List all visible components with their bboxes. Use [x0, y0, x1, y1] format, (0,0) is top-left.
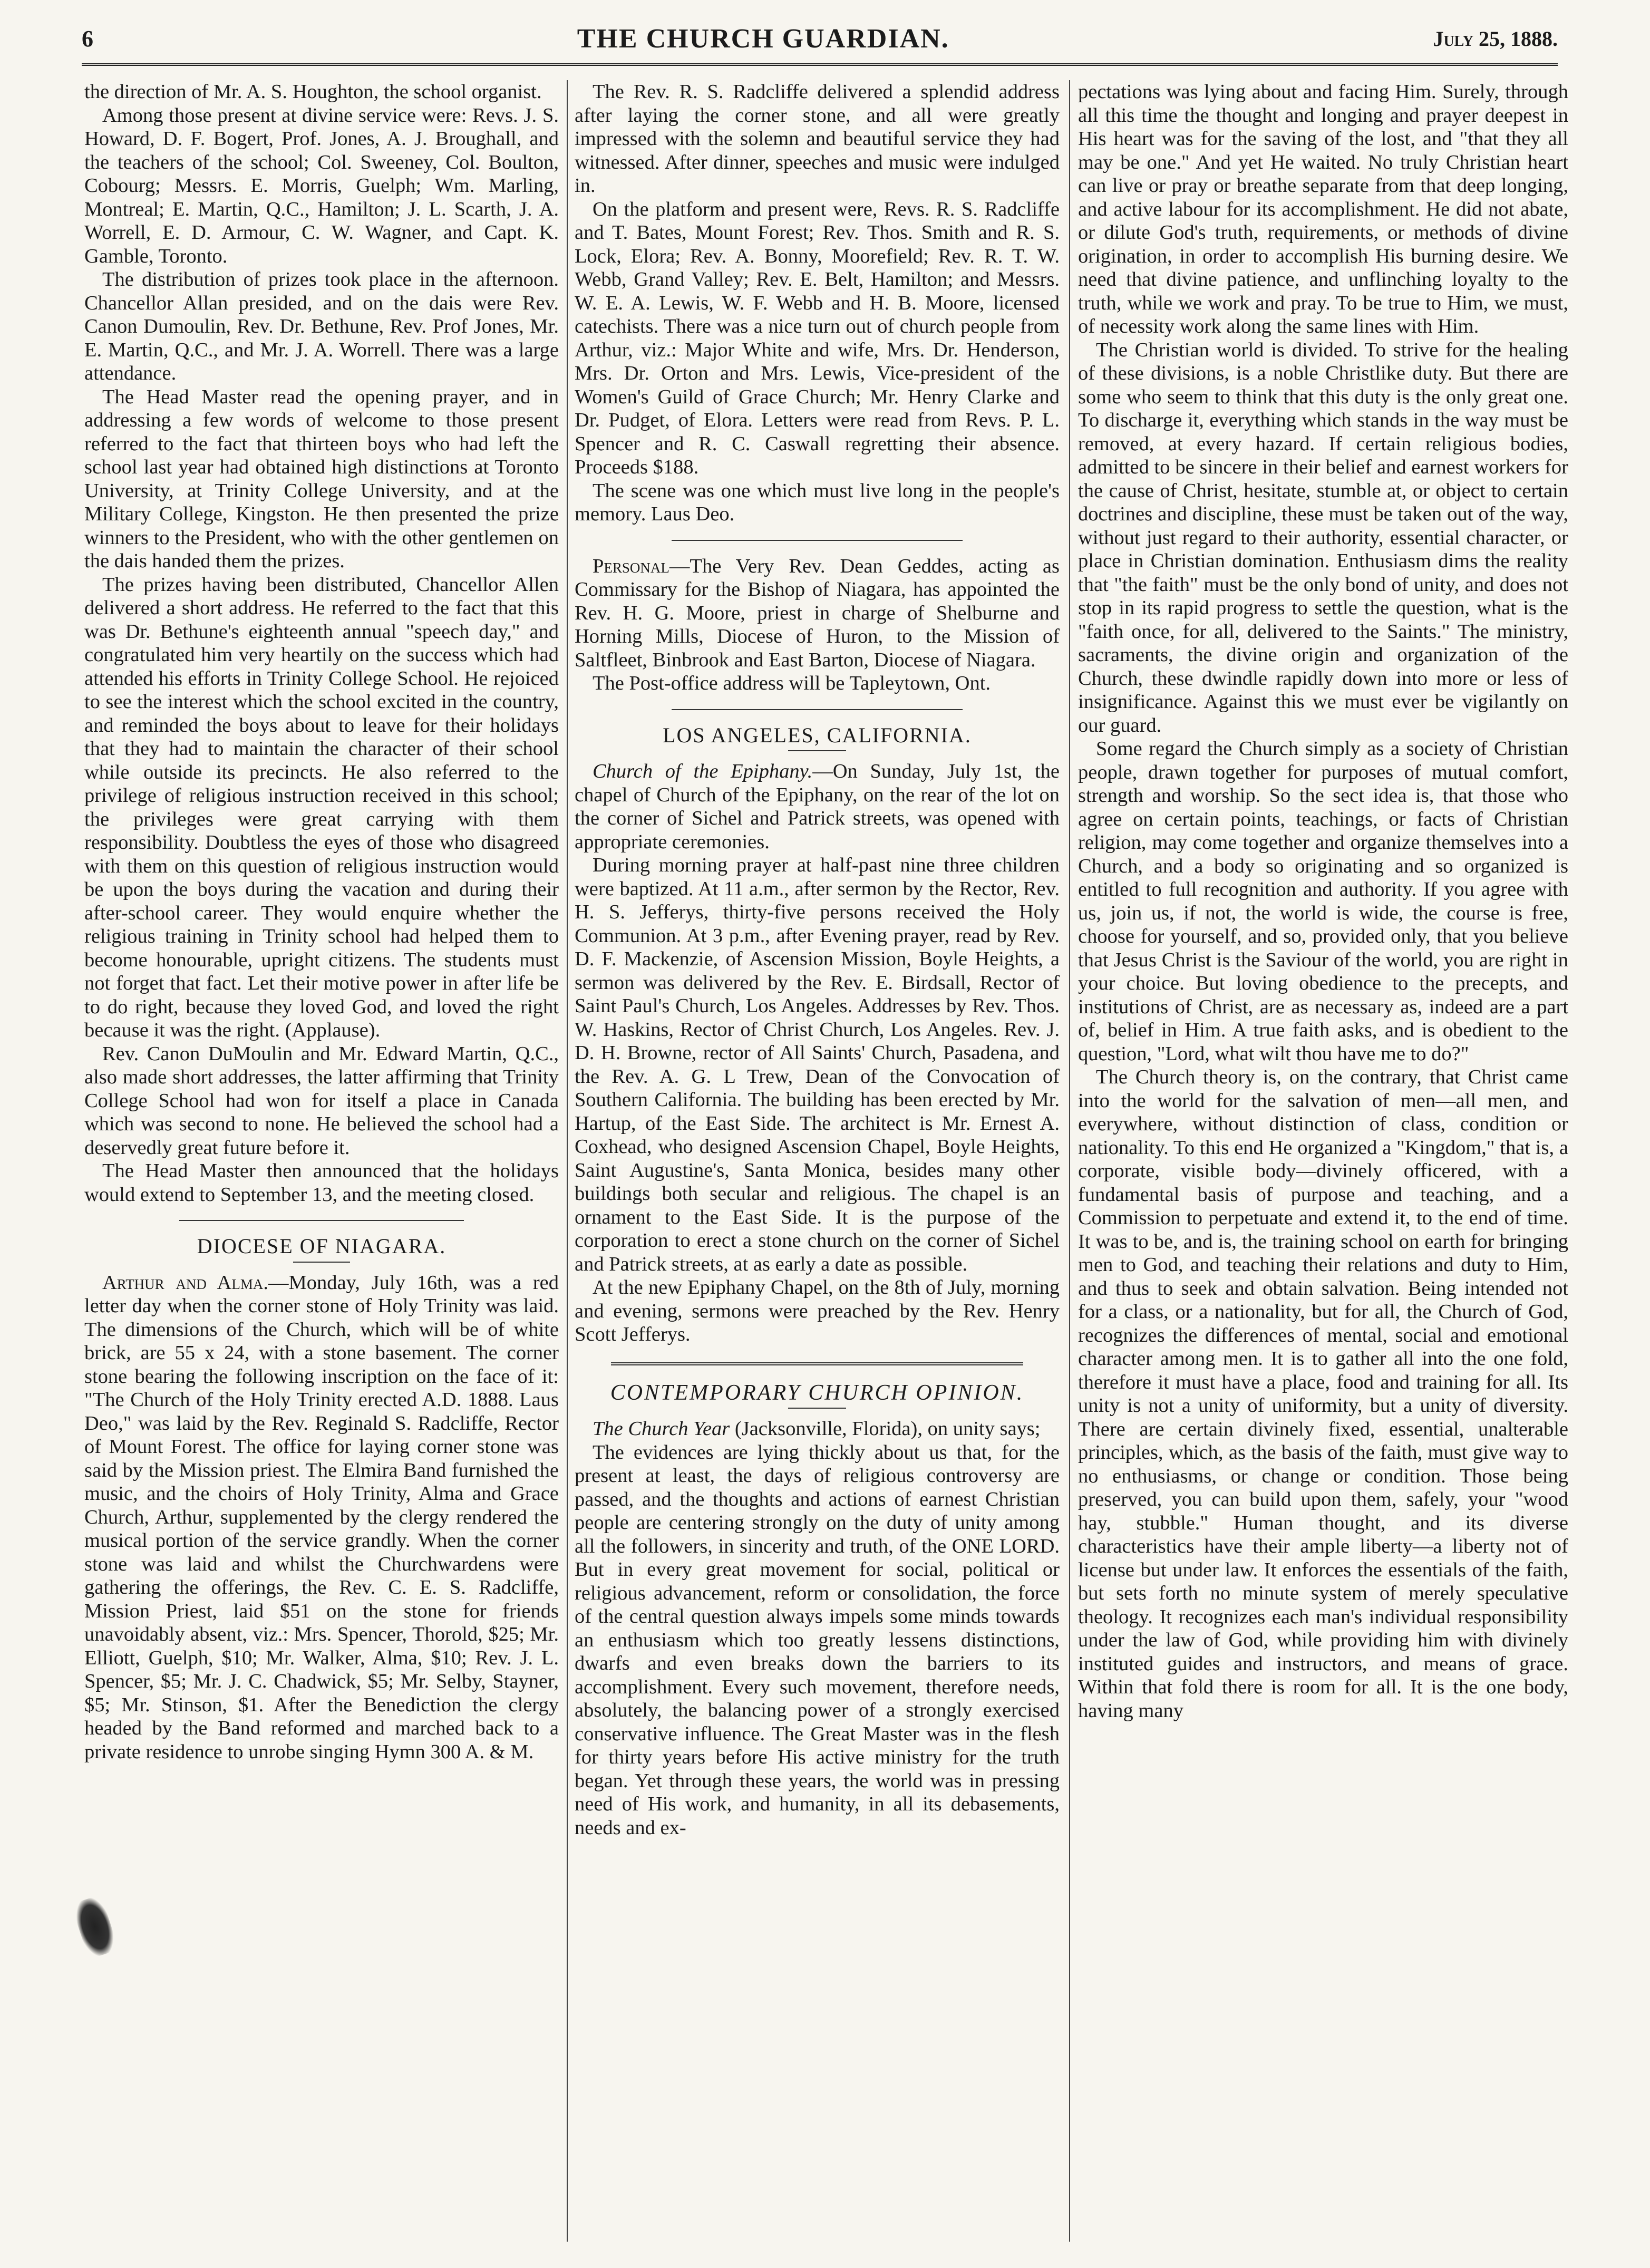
- newspaper-masthead: THE CHURCH GUARDIAN.: [577, 23, 949, 54]
- paragraph: The Post-office address will be Tapleytown, Ont.: [593, 672, 991, 694]
- paragraph-body: —On Sunday, July 1st, the chapel of Church of the Epiphany, on the rear of the lot on the corner of Sichel and Patrick streets, was opened with appropriate ceremonies.: [575, 760, 1060, 853]
- paragraph: The evidences are lying thickly about us that, for the present at least, the days of religious controversy are passed, and the thoughts and actions of earnest Christian people are centering strongly on the duty of unity among all the followers, in sincerity and truth, of the ONE LORD. But in every great movement for social, political or religious advancement, reform or consolidation, the force of the central question always impels some minds towards an enthusiasm which too greatly lessens distinctions, dwarfs and even breaks down the barriers to its accomplishment. Every such movement, therefore needs, absolutely, the balancing power of a strongly exercised conservative influence. The Great Master was in the flesh for thirty years before His active ministry for the truth began. Yet through these years, the world was in pressing need of His work, and humanity, in all its debasements, needs and ex-: [575, 1441, 1060, 1839]
- paragraph: pectations was lying about and facing Him. Surely, through all this time the thought and longing and prayer deepest in His heart was for the saving of the lost, and "that they all may be one." And yet He waited. No truly Christian heart can live or pray or breathe separate from that deep longing, and active labour for its accomplishment. He did not abate, or dilute God's truth, requirements, or methods of divine origination, in order to accomplish His burning desire. We need that divine patience, and unflinching loyalty to the truth, while we work and pray. To be true to Him, we must, of necessity work along the same lines with Him.: [1078, 81, 1568, 337]
- paragraph: [575, 1417, 1060, 1441]
- paragraph-body: (Jacksonville, Florida), on unity says;: [730, 1418, 1041, 1440]
- paragraph: The Christian world is divided. To strive for the healing of these divisions, is a noble Christlike duty. But there are some who seem to think that this duty is the only great one. To discharge it, everything which stands in the way must be removed, at every hazard. If certain religious bodies, admitted to be sincere in their belief and earnest workers for the cause of Christ, hesitate, stumble at, or object to certain doctrines and discipline, these must be taken out of the way, without just regard to their authority, essential character, or place in Christian domination. Enthusiasm dims the reality that "the faith" must be the only bond of unity, and does not stop in its rapid progress to settle the question, what is the "faith once, for all, delivered to the Saints." The ministry, sacraments, the divine origin and organization of the Church, these dwindle rapidly down into more or less of insignificance. Against this we must ever be vigilantly on our guard.: [1078, 338, 1568, 736]
- page-header: [82, 15, 1558, 62]
- section-separator: [672, 540, 963, 541]
- section-heading-los-angeles: LOS ANGELES, CALIFORNIA.: [663, 723, 972, 747]
- column-divider: [1069, 80, 1070, 2242]
- paragraph-lead: Arthur and Alma.: [102, 1271, 268, 1294]
- section-separator: [672, 709, 963, 710]
- paragraph-body: —The Very Rev. Dean Geddes, acting as Commissary for the Bishop of Niagara, has appointed the Rev. H. G. Moore, priest in charge of Shelburne and Horning Mills, Diocese of Huron, to the Mission of Saltfleet, Binbrook and East Barton, Diocese of Niagara.: [575, 555, 1060, 671]
- section-heading-niagara: DIOCESE OF NIAGARA.: [197, 1234, 447, 1258]
- column-divider: [567, 80, 568, 2242]
- paragraph-lead: Personal: [593, 555, 669, 577]
- paragraph: The prizes having been distributed, Chancellor Allen delivered a short address. He referred to the fact that this was Dr. Bethune's eighteenth annual "speech day," and congratulated him very heartily on the success which had attended his efforts in Trinity College School. He rejoiced to see the interest which the school excited in the country, and reminded the boys about to leave for their holidays that they had to maintain the character of their school while outside its precincts. He also referred to the privilege of religious instruction received in this school; the privileges were great carrying with them responsibility. Doubtless the eyes of those who disagreed with them on this question of religious instruction would be upon the boys during the vacation and during their after-school career. They would enquire whether the religious training in Trinity school had helped them to become honourable, upright citizens. The students must not forget that fact. Let their motive power in after life be to do right, because they loved God, and loved the right because it was the right. (Applause).: [84, 573, 559, 1041]
- paragraph: The Head Master read the opening prayer, and in addressing a few words of welcome to those present referred to the fact that thirteen boys who had left the school last year had obtained high distinctions at Toronto University, at Trinity College University, and at the Military College, Kingston. He then presented the prize winners to the President, who with the other gentlemen on the dais handed them the prizes.: [84, 385, 559, 572]
- section-separator: [611, 1362, 1023, 1365]
- page-number: 6: [82, 25, 93, 52]
- paragraph: [84, 1271, 559, 1764]
- paragraph: At the new Epiphany Chapel, on the 8th of July, morning and evening, sermons were preached by the Rev. Henry Scott Jefferys.: [575, 1276, 1060, 1345]
- paragraph: During morning prayer at half-past nine three children were baptized. At 11 a.m., after sermon by the Rector, Rev. H. S. Jefferys, thirty-five persons received the Holy Communion. At 3 p.m., after Evening prayer, read by Rev. D. F. Mackenzie, of Ascension Mission, Boyle Heights, a sermon was delivered by the Rev. E. Birdsall, Rector of Saint Paul's Church, Los Angeles. Addresses by Rev. Thos. W. Haskins, Rector of Christ Church, Los Angeles. Rev. J. D. H. Browne, rector of All Saints' Church, Pasadena, and the Rev. A. G. L Trew, Dean of the Convocation of Southern California. The building has been erected by Mr. Hartup, of the East Side. The architect is Mr. Ernest A. Coxhead, who designed Ascension Chapel, Boyle Heights, Saint Augustine's, Santa Monica, besides many other buildings both secular and religious. The chapel is an ornament to the East Side. It is the purpose of the corporation to erect a stone church on the corner of Sichel and Patrick streets, at as early a date as possible.: [575, 854, 1060, 1275]
- paragraph: The scene was one which must live long in the people's memory. Laus Deo.: [575, 479, 1060, 525]
- section-heading-contemporary-opinion: CONTEMPORARY CHURCH OPINION.: [610, 1380, 1024, 1405]
- paragraph: The Rev. R. S. Radcliffe delivered a splendid address after laying the corner stone, and all were greatly impressed with the solemn and beautiful service they had witnessed. After dinner, speeches and music were indulged in.: [575, 81, 1060, 197]
- header-rule: [82, 63, 1558, 66]
- paragraph-body: —Monday, July 16th, was a red letter day when the corner stone of Holy Trinity was laid. The dimensions of the Church, which will be of white brick, are 55 x 24, with a stone basement. The corner stone bearing the following inscription on the face of it: "The Church of the Holy Trinity erected A.D. 1888. Laus Deo," was laid by the Rev. Reginald S. Radcliffe, Rector of Mount Forest. The office for laying corner stone was said by the Mission priest. The Elmira Band furnished the music, and the choirs of Holy Trinity, Alma and Grace Church, Arthur, supplemented by the clergy rendered the musical portion of the service grandly. When the corner stone was laid and whilst the Churchwardens were gathering the offerings, the Rev. C. E. S. Radcliffe, Mission Priest, laid $51 on the stone for friends unavoidably absent, viz.: Mrs. Spencer, Thorold, $25; Mr. Elliott, Guelph, $10; Mr. Walker, Alma, $10; Rev. J. L. Spencer, $5; Mr. J. C. Chadwick, $5; Mr. Selby, Stayner, $5; Mr. Stinson, $1. After the Benediction the clergy headed by the Band reformed and marched back to a private residence to unrobe singing Hymn 300 A. & M.: [84, 1271, 559, 1763]
- paragraph-lead: Church of the Epiphany.: [593, 760, 813, 782]
- paragraph: On the platform and present were, Revs. R. S. Radcliffe and T. Bates, Mount Forest; Rev. Thos. Smith and R. S. Lock, Elora; Rev. A. Bonny, Moorefield; Rev. R. T. W. Webb, Grand Valley; Rev. E. Belt, Hamilton; and Messrs. W. E. A. Lewis, W. F. Webb and H. B. Moore, licensed catechists. There was a nice turn out of church people from Arthur, viz.: Major White and wife, Mrs. Dr. Henderson, Mrs. Dr. Orton and Mrs. Lewis, Vice-president of the Women's Guild of Grace Church; Mr. Henry Clarke and Dr. Pudget, of Elora. Letters were read from Revs. P. L. Spencer and R. C. Caswall regretting their absence. Proceeds $188.: [575, 198, 1060, 478]
- paragraph: [575, 555, 1060, 672]
- paragraph: Among those present at divine service were: Revs. J. S. Howard, D. F. Bogert, Prof. Jones, A. J. Broughall, and the teachers of the school; Col. Sweeney, Col. Boulton, Cobourg; Messrs. E. Morris, Guelph; Wm. Marling, Montreal; E. Martin, Q.C., Hamilton; J. L. Scarth, J. A. Worrell, E. D. Armour, C. W. Wagner, and Capt. K. Gamble, Toronto.: [84, 104, 559, 267]
- section-separator: [179, 1220, 464, 1221]
- issue-date: July 25, 1888.: [1433, 26, 1558, 51]
- heading-rule: [293, 1262, 350, 1263]
- paragraph: the direction of Mr. A. S. Houghton, the school organist.: [84, 81, 542, 103]
- paragraph: [575, 760, 1060, 854]
- column-2: [575, 80, 1060, 2231]
- heading-rule: [788, 1408, 846, 1409]
- paragraph: Some regard the Church simply as a society of Christian people, drawn together for purposes of mutual comfort, strength and worship. So the sect idea is, that those who agree on certain points, teachings, or facts of Christian religion, may come together and organize themselves into a Church, and a body so originating and so organized is entitled to full recognition and authority. If you agree with us, join us, if not, the world is wide, the course is free, choose for yourself, and so, provided only, that you believe that Jesus Christ is the Saviour of the world, you are right in your choice. But loving obedience to the precepts, and institutions of Christ, are as necessary as, indeed are a part of, belief in Him. A true faith asks, and is obedient to the question, "Lord, what wilt thou have me to do?": [1078, 738, 1568, 1065]
- column-1: [84, 80, 559, 2231]
- paragraph: Rev. Canon DuMoulin and Mr. Edward Martin, Q.C., also made short addresses, the latter affirming that Trinity College School had won for itself a place in Canada which was second to none. He believed the school had a deservedly great future before it.: [84, 1042, 559, 1159]
- paragraph: The Head Master then announced that the holidays would extend to September 13, and the meeting closed.: [84, 1160, 559, 1206]
- heading-rule: [788, 750, 846, 751]
- paragraph-lead: The Church Year: [593, 1418, 730, 1440]
- column-3: [1078, 80, 1568, 2231]
- paragraph: The distribution of prizes took place in the afternoon. Chancellor Allan presided, and on the dais were Rev. Canon Dumoulin, Rev. Dr. Bethune, Rev. Prof Jones, Mr. E. Martin, Q.C., and Mr. J. A. Worrell. There was a large attendance.: [84, 268, 559, 384]
- paragraph: The Church theory is, on the contrary, that Christ came into the world for the salvation of men—all men, and everywhere, without distinction of class, condition or nationality. To this end He organized a "Kingdom," that is, a corporate, visible body—divinely officered, with a fundamental basis of purpose and teaching, and a Commission to perpetuate and extend it, to the end of time. It was to be, and is, the training school on earth for bringing men to God, and teaching their relations and duty to Him, and thus to seek and obtain salvation. Being intended not for a class, or a nationality, but for all, the Church of God, recognizes the differences of mental, social and emotional character among men. It is to gather all into the one fold, therefore it must have a place, food and training for all. Its unity is not a unity of uniformity, but a unity of diversity. There are certain divinely fixed, essential, unalterable principles, which, as the basis of the faith, must give way to no enthusiasms, or change or condition. Those being preserved, you can build upon them, safely, your "wood hay, stubble." Human thought, and its diverse characteristics have their ample liberty—a liberty not of license but under law. It enforces the essentials of the faith, but sets forth no minute system of merely speculative theology. It recognizes each man's individual responsibility under the law of God, while providing him with divinely instituted guides and instructors, and means of grace. Within that fold there is room for all. It is the one body, having many: [1078, 1066, 1568, 1722]
